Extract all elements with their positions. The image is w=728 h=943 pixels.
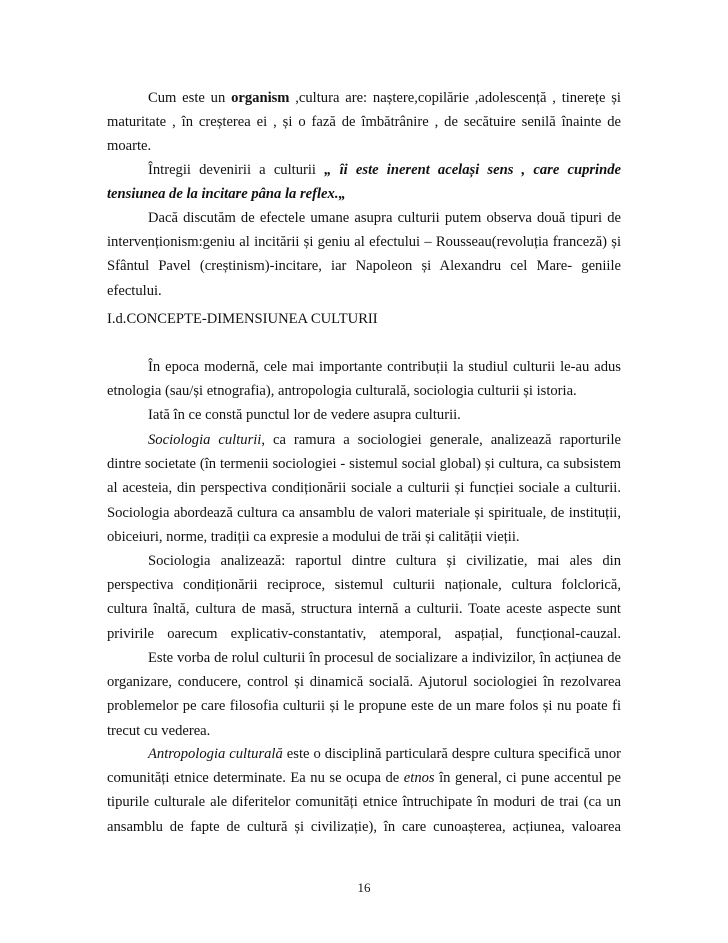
bold-italic-quote: „ îi este inerent același sens , care cuprinde tensiunea de la incitare pâna la reflex.„ [107,162,621,203]
paragraph-interventionism: Dacă discutăm de efectele umane asupra culturii putem observa două tipuri de intervenționism:geniu al incitării și geniu al efectului – Rousseau(revoluția franceză) și Sfântul Pavel (creștinism)-incitare, iar Napoleon și Alexandru cel Mare- geniile efectului. [107,210,621,299]
paragraph-punct-vedere: Iată în ce constă punctul lor de vedere asupra culturii. [148,407,461,423]
text-span: Cum este un [148,90,232,106]
italic-term: Antropologia culturală [148,746,283,762]
italic-term: Sociologia culturii [148,432,262,448]
paragraph-rolul-culturii: Este vorba de rolul culturii în procesul de socializare a indivizilor, în acțiunea de organizare, conducere, control și dinamică socială. Ajutorul sociologiei în rezolvarea problemelor pe care filosofia culturii și le propune este de un mare folos și nu poate fi trecut cu vederea. [107,650,621,739]
section-heading: I.d.CONCEPTE-DIMENSIUNEA CULTURII [107,311,378,327]
italic-term: etnos [403,770,435,787]
text-span: Întregii devenirii a culturii [148,162,325,178]
bold-term: organism [231,90,290,106]
text-span: este o disciplină particulară despre cultura specifică unor comunități etnice determinate. Ea nu se ocupa de [107,746,622,787]
paragraph-sociologia-culturii [107,428,621,549]
text-span: în general, ci pune accentul pe tipurile culturale ale diferitelor comunități etnice întruchipate în moduri de trai (ca un ansamblu de fapte de cultură și civilizație), în care cunoașterea, acțiunea, valoarea [107,770,621,835]
page-number: 16 [357,880,371,895]
text-span: , ca ramura a sociologiei generale, analizează raporturile dintre societate (în termenii sociologiei - sistemul social global) și cultura, ca subsistem al acesteia, din perspectiva condiționării sociale a culturii și funcției sociale a culturii. Sociologia abordează cultura ca ansamblu de valori materiale și spirituale, de instituții, obiceiuri, norme, tradiții ca expresie a modului de trăi și calității vieții. [107,432,622,545]
paragraph-organism [107,86,621,159]
text-span: ,cultura are: naștere,copilărie ,adolescență , tinerețe și maturitate , în creșterea ei , și o fază de îmbătrânire , de secătuire senilă înainte de moarte. [107,90,621,155]
paragraph-antropologia [107,742,621,839]
paragraph-devenire [107,158,621,206]
paragraph-sociologia-analizeaza: Sociologia analizează: raportul dintre cultura și civilizatie, mai ales din perspectiva condiționării reciproce, sistemul culturii naționale, cultura folclorică, cultura înaltă, cultura de masă, structura internă a culturii. Toate aceste aspecte sunt privirile oarecum explicativ-constantativ, atemporal, aspațial, funcțional-cauzal. [107,553,621,642]
paragraph-epoca-moderna: În epoca modernă, cele mai importante contribuții la studiul culturii le-au adus etnologia (sau/și etnografia), antropologia culturală, sociologia culturii și istoria. [107,359,621,400]
